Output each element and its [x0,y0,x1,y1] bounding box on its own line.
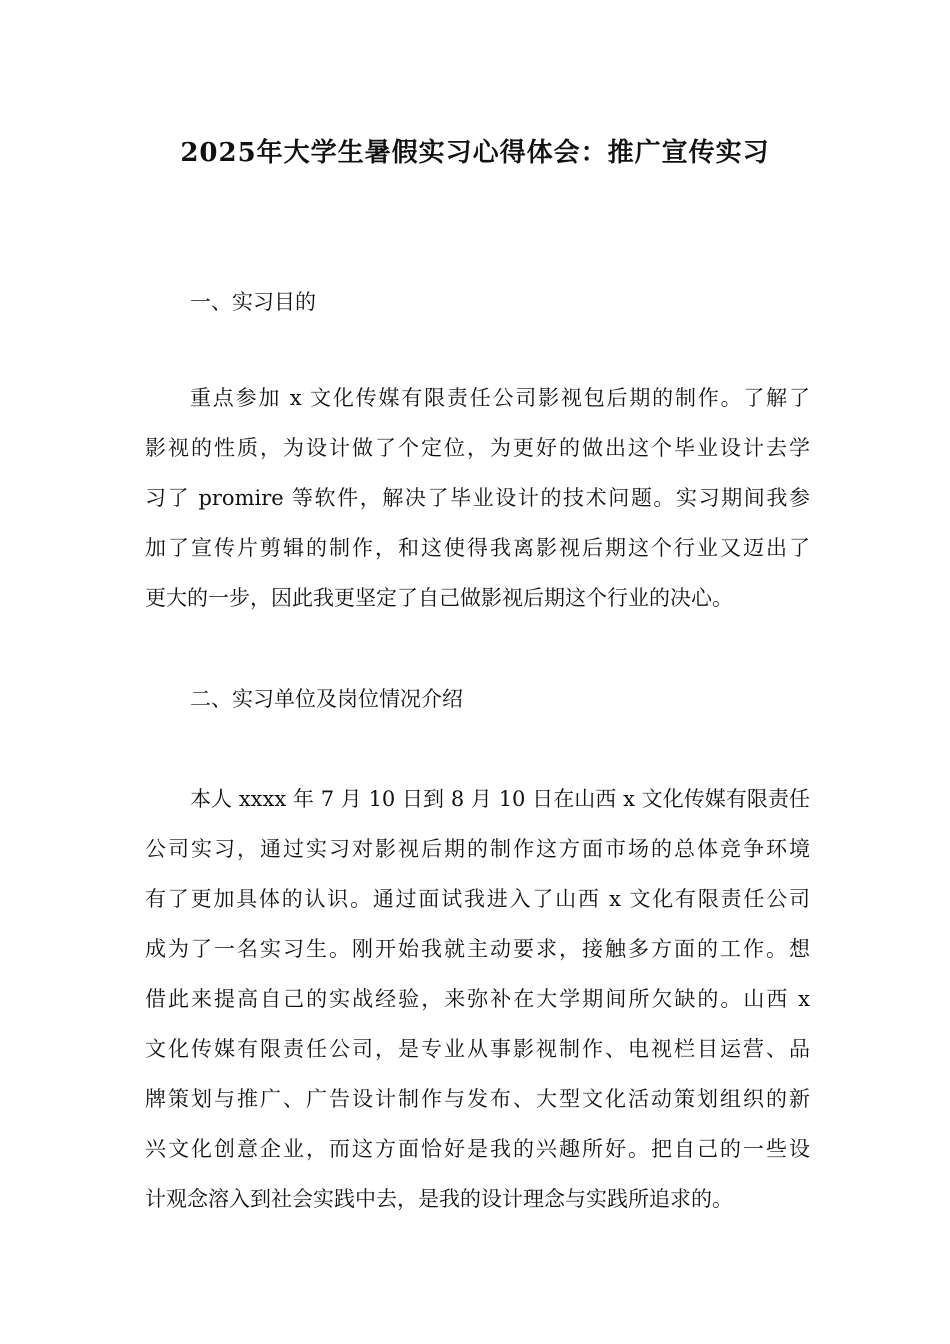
paragraph-line: 计观念溶入到社会实践中去，是我的设计理念与实践所追求的。 [145,1187,733,1211]
paragraph-line: 影视的性质，为设计做了个定位，为更好的做出这个毕业设计去学 [145,436,810,460]
paragraph-line: 牌策划与推广、广告设计制作与发布、大型文化活动策划组织的新 [145,1087,810,1111]
paragraph-line: 重点参加 x 文化传媒有限责任公司影视包后期的制作。了解了 [190,386,810,410]
paragraph-line: 习了 promire 等软件，解决了毕业设计的技术问题。实习期间我参 [145,486,810,510]
paragraph-line: 公司实习，通过实习对影视后期的制作这方面市场的总体竞争环境 [145,837,810,861]
paragraph-line: 本人 xxxx 年 7 月 10 日到 8 月 10 日在山西 x 文化传媒有限责任 [190,787,810,811]
paragraph-line: 加了宣传片剪辑的制作，和这使得我离影视后期这个行业又迈出了 [145,536,810,560]
paragraph-internship-purpose [145,383,810,633]
document-title: 2025年大学生暑假实习心得体会：推广宣传实习 [180,138,770,168]
section-heading-internship-purpose: 一、实习目的 [190,290,316,314]
paragraph-line: 文化传媒有限责任公司，是专业从事影视制作、电视栏目运营、品 [145,1037,810,1061]
paragraph-line: 有了更加具体的认识。通过面试我进入了山西 x 文化有限责任公司 [145,887,810,911]
paragraph-line: 更大的一步，因此我更坚定了自己做影视后期这个行业的决心。 [145,586,733,610]
paragraph-unit-and-position [145,784,810,1234]
paragraph-line: 兴文化创意企业，而这方面恰好是我的兴趣所好。把自己的一些设 [145,1137,810,1161]
section-heading-unit-and-position: 二、实习单位及岗位情况介绍 [190,687,463,711]
paragraph-line: 借此来提高自己的实战经验，来弥补在大学期间所欠缺的。山西 x [145,987,810,1011]
paragraph-line: 成为了一名实习生。刚开始我就主动要求，接触多方面的工作。想 [145,937,810,961]
